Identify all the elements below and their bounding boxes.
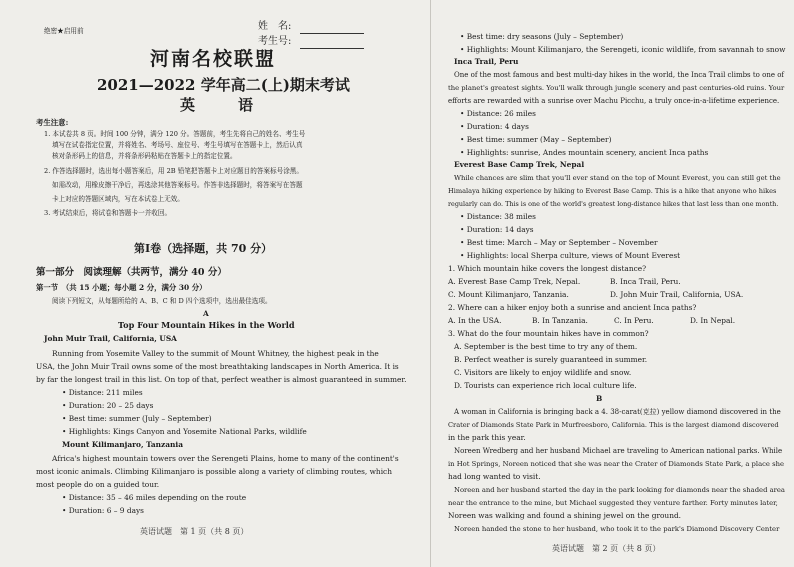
notes-heading: 考生注意: — [36, 118, 69, 127]
hike-heading: John Muir Trail, California, USA — [44, 334, 177, 343]
answer-option: A. September is the best time to try any of them. — [454, 342, 638, 351]
hike-heading: Inca Trail, Peru — [454, 57, 519, 66]
question-stem: 1. Which mountain hike covers the longest distance? — [448, 264, 647, 273]
answer-option: D. Tourists can experience rich local culture life. — [454, 381, 637, 390]
page-divider — [430, 0, 431, 567]
passage-line: in Hot Springs, Noreen noticed that she was near the Crater of Diamonds State Park, a place she — [448, 460, 785, 468]
bullet-line: • Distance: 26 miles — [460, 109, 536, 118]
passage-line: Noreen was walking and found a shining jewel on the ground. — [448, 511, 682, 520]
note-line: 3. 考试结束后，将试卷和答题卡一并收回。 — [44, 209, 172, 217]
note-line: 2. 作答选择题时，选出每小题答案后，用 2B 铅笔把答题卡上对应题目的答案标号涂黑。 — [44, 167, 303, 175]
answer-option: A. In the USA. — [448, 316, 502, 325]
passage-line: had long wanted to visit. — [448, 472, 541, 481]
passage-line: A woman in California is bringing back a 4. 38-carat(克拉) yellow diamond discovered in the — [454, 408, 781, 416]
passage-line: near the entrance to the mine, but Michael suggested they venture farther. Forty minutes later, — [448, 499, 778, 507]
bullet-line: • Highlights: local Sherpa culture, views of Mount Everest — [460, 251, 681, 260]
bullet-line: • Duration: 14 days — [460, 225, 534, 234]
exam-no-label: 考生号: — [258, 36, 292, 47]
passage-line: While chances are slim that you'll ever stand on the top of Mount Everest, you can still get the — [454, 174, 781, 182]
note-line: 填写在试卷指定位置，并将姓名、考场号、座位号、考生号填写在答题卡上，然后认真 — [52, 141, 303, 149]
passage-line: Noreen and her husband started the day in the park looking for diamonds near the shaded area — [454, 486, 785, 494]
question-stem: 3. What do the four mountain hikes have in common? — [448, 329, 649, 338]
passage-line: by far the longest trail in this list. On top of that, perfect weather is almost guaranteed in summer. — [36, 375, 407, 384]
bullet-line: • Highlights: sunrise, Andes mountain scenery, ancient Inca paths — [460, 148, 709, 157]
subsection-heading: 第一节 （共 15 小题；每小题 2 分，满分 30 分） — [36, 283, 207, 292]
exam-no-underline — [300, 48, 364, 49]
note-line: 1. 本试卷共 8 页。时间 100 分钟，满分 120 分。答题前，考生先将自己的姓名、考生号 — [44, 130, 306, 138]
answer-option: C. Mount Kilimanjaro, Tanzania. — [448, 290, 569, 299]
bullet-line: • Best time: March – May or September – November — [460, 238, 658, 247]
bullet-line: • Highlights: Kings Canyon and Yosemite National Parks, wildlife — [62, 427, 307, 436]
hike-heading: Everest Base Camp Trek, Nepal — [454, 160, 585, 169]
answer-option: C. In Peru. — [614, 316, 654, 325]
bullet-line: • Best time: summer (May – September) — [460, 135, 612, 144]
passage-line: most iconic animals. Climbing Kilimanjaro is possible along a variety of climbing routes, which — [36, 467, 392, 476]
bullet-line: • Best time: summer (July – September) — [62, 414, 212, 423]
answer-option: C. Visitors are likely to enjoy wildlife and snow. — [454, 368, 632, 377]
note-line: 卡上对应的答题区域内，写在本试卷上无效。 — [52, 195, 184, 203]
part1-heading: 第Ⅰ卷（选择题，共 70 分） — [134, 242, 273, 255]
section-heading: 第一部分 阅读理解（共两节，满分 40 分） — [36, 267, 227, 278]
bullet-line: • Duration: 6 – 9 days — [62, 506, 144, 515]
answer-option: D. John Muir Trail, California, USA. — [610, 290, 744, 299]
org-title: 河南名校联盟 — [150, 48, 277, 70]
answer-option: B. Inca Trail, Peru. — [610, 277, 681, 286]
passage-line: most people do on a guided tour. — [36, 480, 160, 489]
passage-line: Africa's highest mountain towers over the Serengeti Plains, home to many of the continent's — [52, 454, 399, 463]
passage-line: Crater of Diamonds State Park in Murfreesboro, California. This is the largest diamond discovered — [448, 421, 779, 429]
passage-line: USA, the John Muir Trail owns some of the most breathtaking landscapes in North America. It is — [36, 362, 399, 371]
answer-option: A. Everest Base Camp Trek, Nepal. — [448, 277, 581, 286]
right-page — [432, 0, 794, 567]
bullet-line: • Highlights: Mount Kilimanjaro, the Serengeti, iconic wildlife, from savannah to snow — [460, 45, 786, 54]
bullet-line: • Best time: dry seasons (July – September) — [460, 32, 624, 41]
passage-line: Noreen Wredberg and her husband Michael are traveling to American national parks. While — [454, 447, 783, 455]
passage-a-title: Top Four Mountain Hikes in the World — [118, 320, 295, 330]
footer-left: 英语试题 第 1 页（共 8 页） — [140, 527, 249, 536]
note-line: 如需改动，用橡皮擦干净后，再选涂其他答案标号。作答非选择题时，将答案写在答题 — [52, 181, 303, 189]
passage-line: in the park this year. — [448, 433, 526, 442]
exam-title: 2021—2022 学年高二(上)期末考试 — [97, 76, 350, 94]
passage-letter-a: A — [203, 309, 209, 318]
bullet-line: • Distance: 38 miles — [460, 212, 536, 221]
passage-line: One of the most famous and best multi-day hikes in the world, the Inca Trail climbs to one of — [454, 71, 785, 79]
subject-title: 英 语 — [180, 96, 268, 114]
secret-label: 绝密★启用前 — [44, 27, 84, 35]
hike-heading: Mount Kilimanjaro, Tanzania — [62, 440, 184, 449]
bullet-line: • Duration: 20 – 25 days — [62, 401, 154, 410]
passage-line: efforts are rewarded with a sunrise over Machu Picchu, a truly once-in-a-lifetime experience. — [448, 97, 780, 105]
note-line: 核对条形码上的信息，并将条形码粘贴在答题卡上的指定位置。 — [52, 152, 237, 160]
instruction: 阅读下列短文，从每题所给的 A、B、C 和 D 四个选项中，选出最佳选项。 — [52, 297, 272, 305]
passage-line: regularly can do. This is one of the world's greatest long-distance hikes that last less than one month. — [448, 200, 779, 208]
passage-line: Running from Yosemite Valley to the summit of Mount Whitney, the highest peak in the — [52, 349, 379, 358]
passage-line: the planet's greatest sights. You'll walk through jungle scenery and past centuries-old ruins. Your — [448, 84, 785, 92]
passage-letter-b: B — [596, 394, 603, 403]
bullet-line: • Distance: 211 miles — [62, 388, 143, 397]
bullet-line: • Duration: 4 days — [460, 122, 529, 131]
answer-option: B. Perfect weather is surely guaranteed in summer. — [454, 355, 648, 364]
footer-right: 英语试题 第 2 页（共 8 页） — [552, 544, 661, 553]
passage-line: Noreen handed the stone to her husband, who took it to the park's Diamond Discovery Center — [454, 525, 780, 533]
name-label: 姓 名: — [258, 21, 292, 32]
answer-option: B. In Tanzania. — [532, 316, 588, 325]
answer-option: D. In Nepal. — [690, 316, 736, 325]
bullet-line: • Distance: 35 – 46 miles depending on the route — [62, 493, 247, 502]
passage-line: Himalaya hiking experience by hiking to Everest Base Camp. This is a hike that anyone who hikes — [448, 187, 777, 195]
question-stem: 2. Where can a hiker enjoy both a sunrise and ancient Inca paths? — [448, 303, 697, 312]
name-underline — [300, 33, 364, 34]
